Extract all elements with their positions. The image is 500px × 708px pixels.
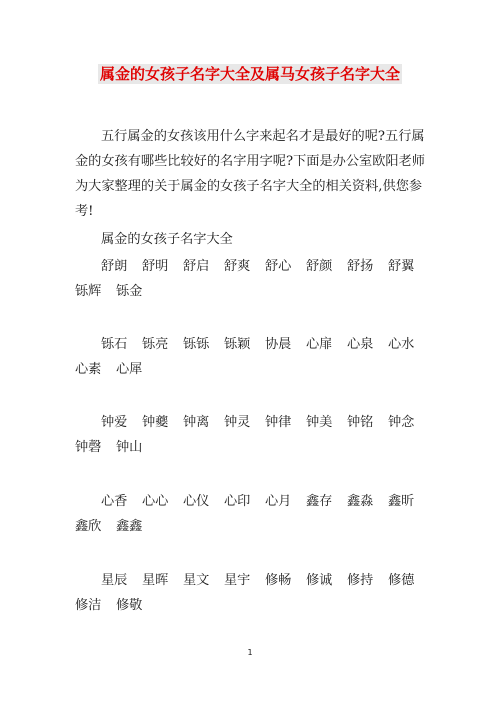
name-item: 心泉 [347,337,374,352]
name-item: 鑫淼 [347,494,374,509]
name-item: 铄石 [101,337,128,352]
name-item: 钟磬 [75,440,102,455]
name-item: 心香 [101,494,128,509]
name-item: 舒扬 [347,259,374,274]
name-item: 修畅 [265,573,292,588]
name-item: 心犀 [116,362,143,377]
document-title [0,63,500,84]
name-row [75,279,435,304]
name-item: 钟山 [116,440,143,455]
name-row [75,435,435,460]
name-group [75,489,435,539]
name-item: 星辰 [101,573,128,588]
name-item: 星晖 [142,573,169,588]
name-row [75,357,435,382]
name-group [75,568,435,618]
name-item: 铄亮 [142,337,169,352]
name-item: 舒启 [183,259,210,274]
name-group [75,410,435,460]
name-item: 钟念 [388,415,415,430]
document-title-text: 属金的女孩子名字大全及属马女孩子名字大全 [99,65,400,83]
name-row [75,568,435,593]
name-item: 钟离 [183,415,210,430]
name-item: 铄辉 [75,284,102,299]
name-item: 铄金 [116,284,143,299]
name-item: 星宇 [224,573,251,588]
name-row [75,593,435,618]
name-item: 心水 [388,337,415,352]
name-item: 修洁 [75,598,102,613]
name-item: 修持 [347,573,374,588]
name-item: 舒颜 [306,259,333,274]
name-item: 心素 [75,362,102,377]
name-item: 钟爱 [101,415,128,430]
name-row [75,514,435,539]
name-item: 钟灵 [224,415,251,430]
page-number: 1 [247,648,253,657]
name-item: 鑫昕 [388,494,415,509]
name-item: 星文 [183,573,210,588]
name-item: 铄铄 [183,337,210,352]
name-item: 舒朗 [101,259,128,274]
name-item: 舒明 [142,259,169,274]
name-item: 钟夔 [142,415,169,430]
name-item: 心扉 [306,337,333,352]
name-row [75,254,435,279]
name-item: 钟美 [306,415,333,430]
name-item: 鑫存 [306,494,333,509]
name-item: 心心 [142,494,169,509]
section-heading: 属金的女孩子名字大全 [101,232,233,247]
intro-paragraph: 五行属金的女孩该用什么字来起名才是最好的呢?五行属金的女孩有哪些比较好的名字用字呢?下面是办公室欧阳老师为大家整理的关于属金的女孩子名字大全的相关资料,供您参考! [75,129,425,219]
name-item: 心仪 [183,494,210,509]
name-item: 修德 [388,573,415,588]
name-row [75,410,435,435]
name-item: 修诚 [306,573,333,588]
name-item: 心月 [265,494,292,509]
name-item: 心印 [224,494,251,509]
name-item: 协晨 [265,337,292,352]
name-item: 钟铭 [347,415,374,430]
name-row [75,489,435,514]
name-item: 舒心 [265,259,292,274]
name-item: 修敬 [116,598,143,613]
name-group [75,254,435,304]
name-group [75,332,435,382]
name-item: 鑫鑫 [116,519,143,534]
name-item: 铄颖 [224,337,251,352]
name-row [75,332,435,357]
name-item: 舒爽 [224,259,251,274]
name-item: 鑫欣 [75,519,102,534]
name-item: 钟律 [265,415,292,430]
name-item: 舒翼 [388,259,415,274]
